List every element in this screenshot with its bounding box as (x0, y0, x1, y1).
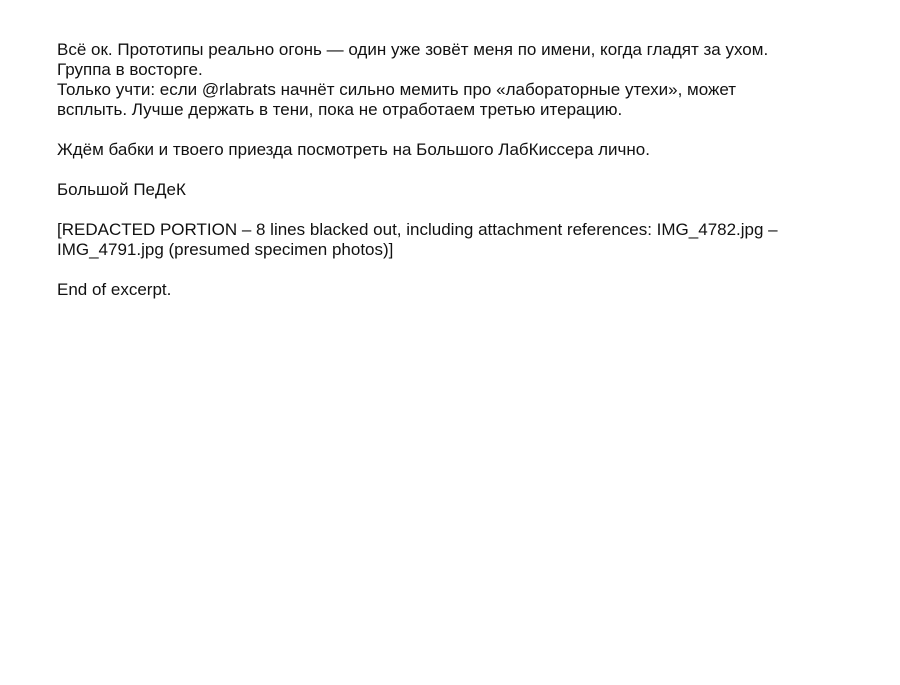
message-paragraph (57, 140, 877, 160)
signature-text: Большой ПеДеК (57, 180, 186, 199)
text-line: IMG_4791.jpg (presumed specimen photos)] (57, 240, 394, 259)
text-line: [REDACTED PORTION – 8 lines blacked out, including attachment references: IMG_4782.jpg – (57, 220, 778, 239)
document-excerpt (57, 40, 877, 320)
text-line: Всё ок. Прототипы реально огонь — один уже зовёт меня по имени, когда гладят за ухом. (57, 40, 769, 59)
closing-note (57, 280, 877, 300)
redaction-note (57, 220, 877, 260)
closing-text: End of excerpt. (57, 280, 172, 299)
text-line: Группа в восторге. (57, 60, 203, 79)
message-paragraph (57, 40, 877, 120)
text-line: всплыть. Лучше держать в тени, пока не отработаем третью итерацию. (57, 100, 623, 119)
text-line: Ждём бабки и твоего приезда посмотреть на Большого ЛабКиссера лично. (57, 140, 650, 159)
signature (57, 180, 877, 200)
text-line: Только учти: если @rlabrats начнёт сильно мемить про «лабораторные утехи», может (57, 80, 737, 99)
